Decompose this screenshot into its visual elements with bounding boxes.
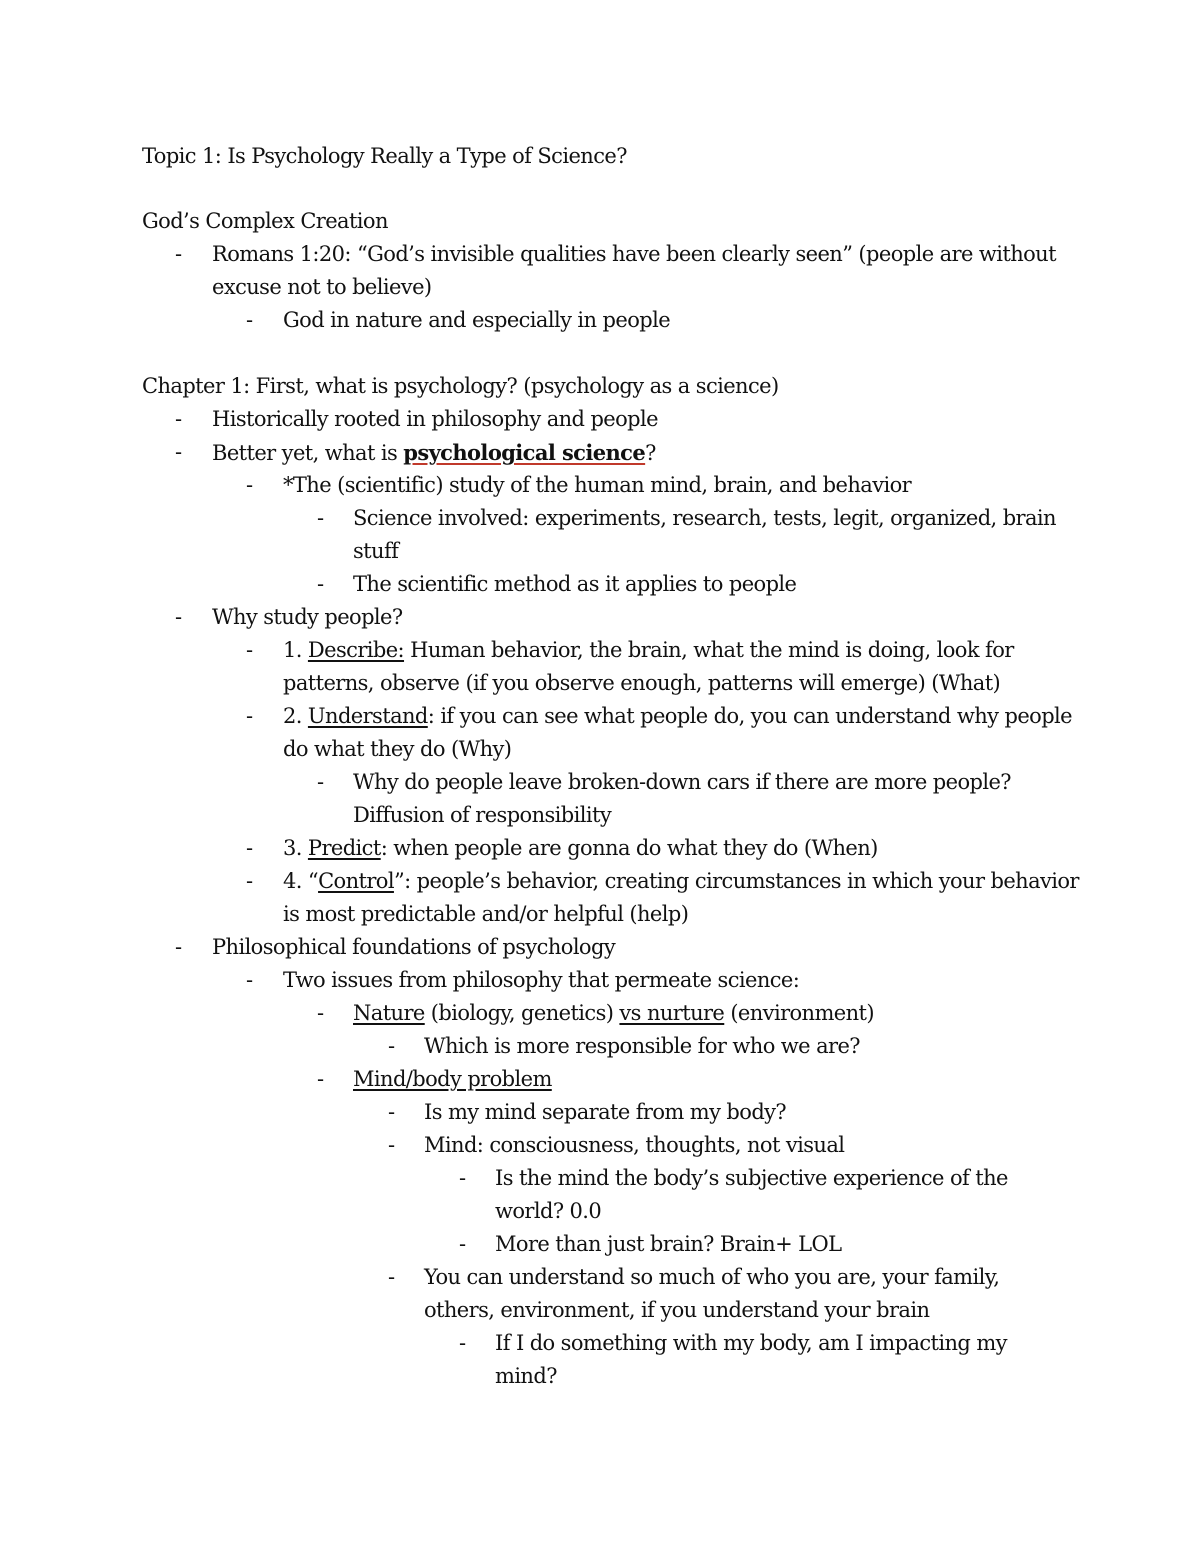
understand-term: Understand <box>307 704 428 728</box>
bullet-dash: - <box>317 770 324 794</box>
predict-term: Predict <box>307 836 381 860</box>
bullet-dash: - <box>317 1001 324 1025</box>
bullet-dash: - <box>388 1265 395 1289</box>
science-involved-line-1: Science involved: experiments, research, tests, legit, organized, brain <box>353 506 1056 530</box>
historically-rooted: Historically rooted in philosophy and people <box>212 407 658 431</box>
topic-title: Topic 1: Is Psychology Really a Type of Science? <box>142 144 627 168</box>
better-yet-prefix: Better yet, what is <box>212 441 404 465</box>
bullet-dash: - <box>459 1232 466 1256</box>
body-impact-line-2: mind? <box>495 1364 557 1388</box>
bullet-dash: - <box>459 1331 466 1355</box>
god-in-nature: God in nature and especially in people <box>283 308 671 332</box>
philosophical-foundations: Philosophical foundations of psychology <box>212 935 616 959</box>
subjective-line-2: world? 0.0 <box>495 1199 602 1223</box>
goal-understand-line-1 <box>283 700 1072 733</box>
nature-term: Nature <box>353 1001 425 1025</box>
predict-text: : when people are gonna do what they do (When) <box>380 836 878 860</box>
bullet-dash: - <box>246 869 253 893</box>
more-than-brain-line: More than just brain? Brain+ LOL <box>495 1232 842 1256</box>
bullet-dash: - <box>388 1034 395 1058</box>
nurture-text: (environment) <box>724 1001 874 1025</box>
goal-control-line-2: is most predictable and/or helpful (help) <box>283 902 689 926</box>
science-involved-line-2: stuff <box>353 539 399 563</box>
bullet-dash: - <box>175 605 182 629</box>
two-issues-line: Two issues from philosophy that permeate science: <box>283 968 800 992</box>
bullet-dash: - <box>246 473 253 497</box>
bullet-dash: - <box>459 1166 466 1190</box>
goal-number: 4. “ <box>283 869 319 893</box>
bullet-dash: - <box>246 836 253 860</box>
which-responsible-line: Which is more responsible for who we are? <box>424 1034 860 1058</box>
understand-brain-line-1: You can understand so much of who you are, your family, <box>424 1265 1000 1289</box>
chapter-heading: Chapter 1: First, what is psychology? (psychology as a science) <box>142 374 779 398</box>
bullet-dash: - <box>246 704 253 728</box>
definition-line: *The (scientific) study of the human mind, brain, and behavior <box>283 473 912 497</box>
describe-term: Describe: <box>307 638 405 662</box>
describe-text: Human behavior, the brain, what the mind is doing, look for <box>404 638 1014 662</box>
bullet-dash: - <box>388 1133 395 1157</box>
romans-line-1: Romans 1:20: “God’s invisible qualities have been clearly seen” (people are without <box>212 242 1056 266</box>
broken-cars-line-2: Diffusion of responsibility <box>353 803 612 827</box>
goal-number: 2. <box>283 704 308 728</box>
broken-cars-line-1: Why do people leave broken-down cars if there are more people? <box>353 770 1011 794</box>
mind-definition-line: Mind: consciousness, thoughts, not visual <box>424 1133 845 1157</box>
bullet-dash: - <box>317 572 324 596</box>
bullet-dash: - <box>317 506 324 530</box>
goal-number: 3. <box>283 836 308 860</box>
control-term: Control <box>318 869 394 893</box>
goal-describe-line-2: patterns, observe (if you observe enough, patterns will emerge) (What) <box>283 671 1001 695</box>
better-yet-suffix: ? <box>645 441 656 465</box>
understand-text: : if you can see what people do, you can understand why people <box>427 704 1072 728</box>
understand-brain-line-2: others, environment, if you understand your brain <box>424 1298 930 1322</box>
bullet-dash: - <box>175 407 182 431</box>
nurture-term: vs nurture <box>619 1001 725 1025</box>
mind-body-problem-term: Mind/body problem <box>353 1067 552 1091</box>
goal-predict-line <box>283 832 878 865</box>
nature-nurture-line <box>353 997 874 1030</box>
section-heading-gods-creation: God’s Complex Creation <box>142 209 388 233</box>
nature-text: (biology, genetics) <box>424 1001 620 1025</box>
bullet-dash: - <box>175 242 182 266</box>
subjective-line-1: Is the mind the body’s subjective experience of the <box>495 1166 1008 1190</box>
bullet-dash: - <box>246 638 253 662</box>
bullet-dash: - <box>246 968 253 992</box>
goal-number: 1. <box>283 638 308 662</box>
scientific-method-line: The scientific method as it applies to people <box>353 572 797 596</box>
goal-control-line-1 <box>283 865 1079 898</box>
control-text: ”: people’s behavior, creating circumstances in which your behavior <box>393 869 1079 893</box>
psychological-science-term: psychological science <box>403 440 646 465</box>
body-impact-line-1: If I do something with my body, am I impacting my <box>495 1331 1007 1355</box>
romans-line-2: excuse not to believe) <box>212 275 432 299</box>
bullet-dash: - <box>175 935 182 959</box>
bullet-dash: - <box>246 308 253 332</box>
mind-separate-line: Is my mind separate from my body? <box>424 1100 787 1124</box>
goal-describe-line-1 <box>283 634 1014 667</box>
bullet-dash: - <box>175 440 182 464</box>
goal-understand-line-2: do what they do (Why) <box>283 737 512 761</box>
why-study-people: Why study people? <box>212 605 403 629</box>
bullet-dash: - <box>388 1100 395 1124</box>
bullet-dash: - <box>317 1067 324 1091</box>
better-yet-line <box>212 436 656 470</box>
